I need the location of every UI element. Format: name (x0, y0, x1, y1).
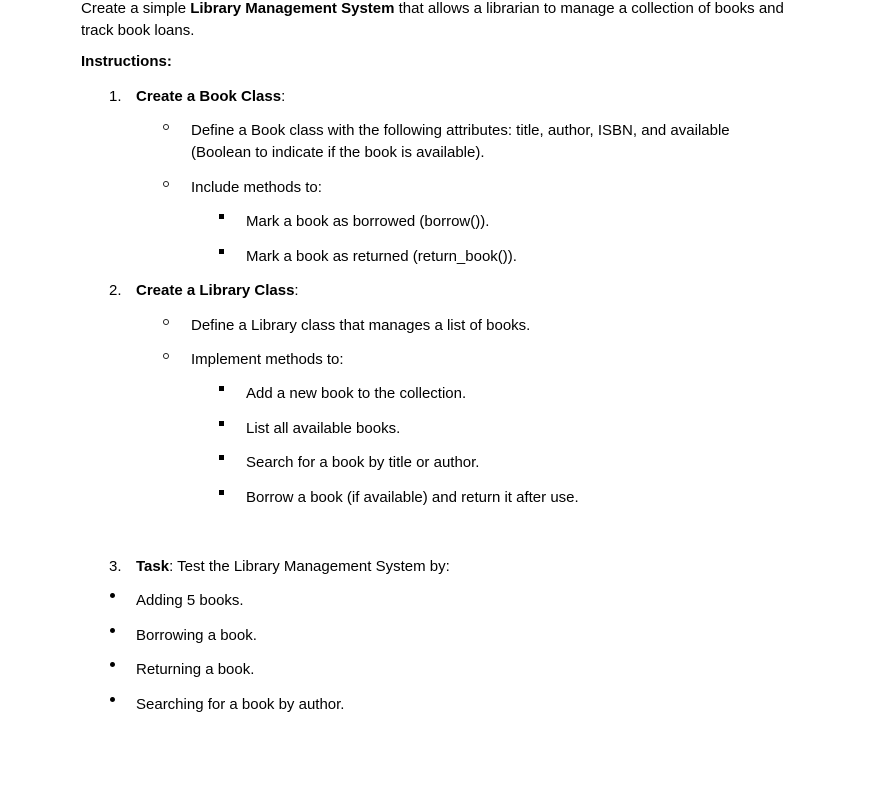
step-1-sub-2: Include methods to: (191, 179, 322, 196)
step-1-heading (136, 86, 285, 108)
step-1-method-1: Mark a book as borrowed (borrow()). (246, 213, 490, 230)
step-2-method-2: List all available books. (246, 420, 401, 437)
intro-system-name: Library Management System (190, 0, 395, 17)
step-1-sub-1-line-1: Define a Book class with the following attributes: title, author, ISBN, and available (191, 122, 730, 139)
bullet-dot-icon (110, 628, 115, 633)
step-2-heading (136, 280, 299, 302)
step-1-title: Create a Book Class (136, 88, 282, 105)
step-2-method-3: Search for a book by title or author. (246, 454, 480, 471)
step-2-sub-2: Implement methods to: (191, 351, 344, 368)
step-1-colon: : (281, 88, 286, 105)
circle-bullet-icon (163, 319, 169, 325)
square-bullet-icon (219, 386, 224, 391)
instructions-heading: Instructions: (81, 53, 172, 70)
square-bullet-icon (219, 214, 224, 219)
square-bullet-icon (219, 455, 224, 460)
step-2-sub-1: Define a Library class that manages a list of books. (191, 317, 531, 334)
step-3-heading (136, 556, 450, 578)
task-item-1: Adding 5 books. (136, 592, 244, 609)
step-2-method-4: Borrow a book (if available) and return it after use. (246, 489, 579, 506)
step-1-method-2: Mark a book as returned (return_book()). (246, 248, 517, 265)
intro-prefix: Create a simple (81, 0, 191, 17)
step-2-method-1: Add a new book to the collection. (246, 385, 467, 402)
bullet-dot-icon (110, 593, 115, 598)
step-1-sub-1-line-2: (Boolean to indicate if the book is available). (191, 144, 485, 161)
step-2-title: Create a Library Class (136, 282, 295, 299)
square-bullet-icon (219, 421, 224, 426)
square-bullet-icon (219, 249, 224, 254)
bullet-dot-icon (110, 662, 115, 667)
square-bullet-icon (219, 490, 224, 495)
task-item-3: Returning a book. (136, 661, 255, 678)
step-3-title: Task (136, 558, 170, 575)
circle-bullet-icon (163, 124, 169, 130)
intro-paragraph (81, 0, 811, 42)
step-1-number: 1. (109, 88, 122, 105)
step-2-colon: : (294, 282, 299, 299)
task-item-4: Searching for a book by author. (136, 696, 345, 713)
step-3-number: 3. (109, 558, 122, 575)
circle-bullet-icon (163, 353, 169, 359)
circle-bullet-icon (163, 181, 169, 187)
bullet-dot-icon (110, 697, 115, 702)
task-item-2: Borrowing a book. (136, 627, 257, 644)
intro-suffix: that allows a librarian to manage a collection of books and track book loans. (81, 0, 784, 39)
step-3-text: : Test the Library Management System by: (169, 558, 450, 575)
step-2-number: 2. (109, 282, 122, 299)
